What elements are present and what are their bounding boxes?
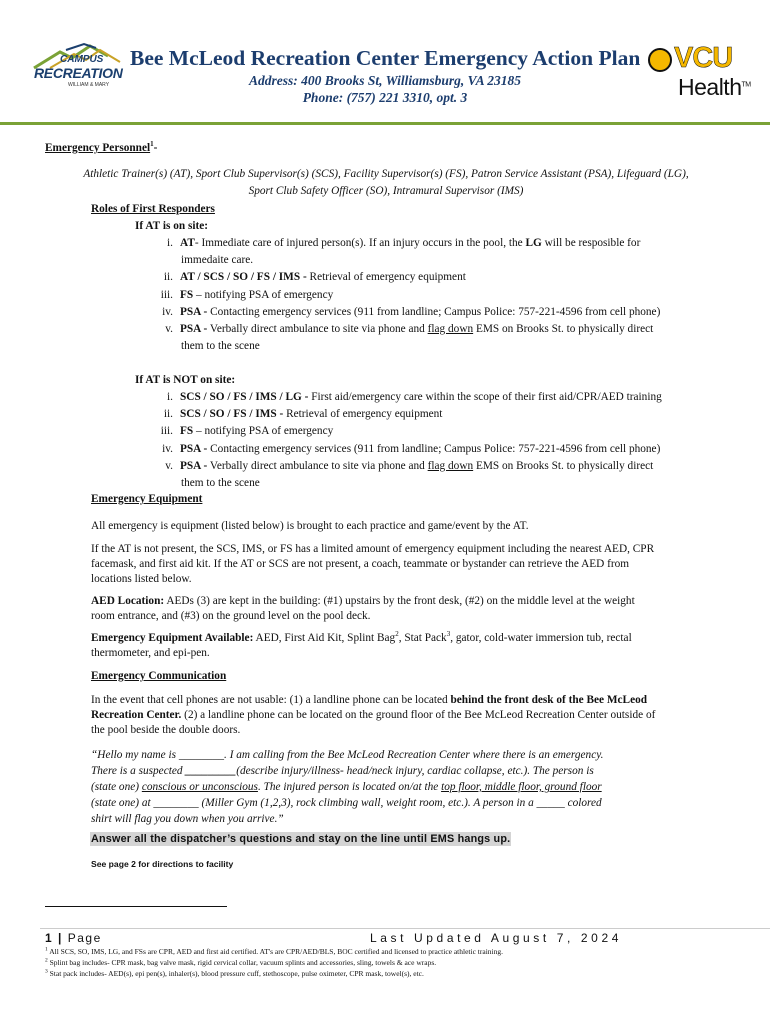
equipment-available-label: Emergency Equipment Available: [91,632,254,644]
communication-bold: behind the front desk of the Bee McLeod [450,694,648,706]
health-word: Health [678,74,742,100]
vcu-seal-icon [648,48,672,72]
item-number: iv. [162,443,173,455]
item-number: v. [165,323,173,335]
aed-text: AEDs (3) are kept in the building: (#1) upstairs by the front desk, (#2) on the middle level at the weight [164,595,635,607]
document-header [0,0,770,130]
item-lead: SCS / SO / FS / IMS / LG - [180,391,309,403]
equipment-available-text: , gator, cold-water immersion tub, rectal [450,632,632,644]
footnote-ref: 3 [446,630,451,639]
footer-divider [40,928,770,929]
call-script-line3 [91,779,602,796]
equipment-heading: Emergency Equipment [91,493,203,505]
equipment-paragraph-1: All emergency is equipment (listed below) is brought to each practice and game/event by the AT. [91,520,529,532]
page-number: 1 | Page [45,931,102,945]
call-script-line2 [91,763,594,780]
item-text: Verbally direct ambulance to site via phone and [207,460,428,472]
item-text: will be resposible for [541,237,641,249]
item-bold: LG [525,237,542,249]
personnel-heading-suffix: - [153,142,158,154]
item-number: iii. [160,425,173,437]
phone-line: Phone: (757) 221 3310, opt. 3 [302,90,468,105]
list-item [141,269,466,286]
logo-recreation-text: RECREATION [34,65,123,81]
item-lead: PSA - [180,323,208,335]
on-site-heading: If AT is on site: [135,220,209,232]
item-text: EMS on Brooks St. to physically direct [473,323,654,335]
list-item [141,423,333,440]
script-text: (describe injury/illness- head/neck injury, cardiac collapse, etc.). The person is [236,765,594,777]
logo-wm-text: WILLIAM & MARY [68,82,110,88]
list-item-continued: immedaite care. [181,254,254,266]
item-text: Retrieval of emergency equipment [306,271,466,283]
item-lead: PSA - [180,460,208,472]
script-blank: _________ [185,765,237,777]
off-site-heading: If AT is NOT on site: [135,374,236,386]
item-lead: PSA - [180,306,208,318]
item-underlined: flag down [427,460,474,472]
equipment-paragraph-2-line3: locations listed below. [91,573,192,585]
item-lead: FS [180,425,194,437]
document-title: Bee McLeod Recreation Center Emergency Action Plan [130,46,641,70]
item-text: Verbally direct ambulance to site via phone and [207,323,428,335]
item-lead: PSA - [180,443,208,455]
roles-heading: Roles of First Responders [91,203,215,215]
communication-bold: Recreation Center. [91,709,182,721]
footnote-1 [45,947,503,957]
item-text: Contacting emergency services (911 from landline; Campus Police: 757-221-4596 from cell phone) [207,443,661,455]
equipment-available-text: AED, First Aid Kit, Splint Bag [253,632,396,644]
item-lead: AT [180,237,195,249]
script-text: There is a suspected [91,765,186,777]
item-number: i. [167,237,173,249]
header-divider [0,122,770,125]
item-number: iii. [160,289,173,301]
equipment-available-line2: thermometer, and epi-pen. [91,647,210,659]
footnote-divider [45,906,227,907]
script-text: (state one) [91,781,142,793]
call-script-line4: (state one) at ________ (Miller Gym (1,2,3), rock climbing wall, weight room, etc.). A person in a _____ colored [91,797,602,809]
footnote-number: 1 [45,946,48,953]
communication-text: In the event that cell phones are not usable: (1) a landline phone can be located [91,694,451,706]
dispatcher-instruction [90,831,511,848]
campus-recreation-logo [30,42,125,94]
list-item [141,321,653,338]
footnote-2 [45,958,436,968]
list-item [141,458,653,475]
item-number: ii. [163,271,173,283]
page-number-value: 1 [45,931,54,945]
page-label: Page [67,931,102,945]
item-number: i. [167,391,173,403]
communication-line3: the pool beside the double doors. [91,724,241,736]
script-text: . The injured person is located on/at the [257,781,442,793]
call-script-line5: shirt will flag you down when you arrive.” [91,813,284,825]
list-item-continued: them to the scene [181,477,260,489]
footnote-ref: 2 [395,630,399,639]
footnote-text: Stat pack includes- AED(s), epi pen(s), inhaler(s), blood pressure cuff, stethoscope, pulse oximeter, CPR mask, towel(s), etc. [47,969,424,978]
script-underlined: top floor, middle floor, ground floor [441,781,602,793]
logo-campus-text: CAMPUS [60,54,104,65]
equipment-available-text: , Stat Pack [398,632,447,644]
footnote-text: All SCS, SO, IMS, LG, and FSs are CPR, AED and first aid certified. AT's are CPR/AED/BLS, BOC certified and licensed to practice athletic training. [47,947,503,956]
item-text: - Immediate care of injured person(s). If an injury occurs in the pool, the [194,237,526,249]
footnote-ref: 1 [150,140,154,149]
personnel-list-line1: Athletic Trainer(s) (AT), Sport Club Supervisor(s) (SCS), Facility Supervisor(s) (FS), Patron Service Assistant (PSA), Lifeguard (LG), [83,168,689,180]
list-item [141,406,442,423]
list-item [141,389,662,406]
see-page-2-note: See page 2 for directions to facility [91,859,234,869]
item-underlined: flag down [427,323,474,335]
item-number: iv. [162,306,173,318]
item-text: Contacting emergency services (911 from landline; Campus Police: 757-221-4596 from cell phone) [207,306,661,318]
footnote-number: 2 [45,957,48,964]
footnote-text: Splint bag includes- CPR mask, bag valve mask, rigid cervical collar, vacuum splints and accessories, sling, towels & ace wraps. [47,958,437,967]
dispatcher-instruction-text: Answer all the dispatcher’s questions and stay on the line until EMS hangs up. [91,833,511,845]
equipment-paragraph-2-line2: facemask, and first aid kit. If the AT or SCS are not present, a coach, teammate or bystander can retrieve the AED from [91,558,630,570]
communication-heading: Emergency Communication [91,670,227,682]
trademark-mark: TM [741,81,751,89]
item-text: – notifying PSA of emergency [193,289,334,301]
personnel-heading-text: Emergency Personnel [45,142,151,154]
personnel-list-line2: Sport Club Safety Officer (SO), Intramural Supervisor (IMS) [248,185,524,197]
aed-location-line2: room entrance, and (#3) on the ground level on the pool deck. [91,610,371,622]
item-lead: FS [180,289,194,301]
address-line: Address: 400 Brooks St, Williamsburg, VA 23185 [248,73,522,88]
communication-text: (2) a landline phone can be located on the ground floor of the Bee McLeod Recreation Center outside of [181,709,656,721]
footnote-number: 3 [45,968,48,975]
list-item [141,287,333,304]
item-lead: SCS / SO / FS / IMS - [180,408,284,420]
list-item [141,304,660,321]
item-text: – notifying PSA of emergency [193,425,334,437]
item-text: First aid/emergency care within the scope of their first aid/CPR/AED training [308,391,662,403]
health-text [678,74,751,101]
item-number: ii. [163,408,173,420]
item-number: v. [165,460,173,472]
call-script-line1: “Hello my name is ________. I am calling from the Bee McLeod Recreation Center where there is an emergency. [91,749,604,761]
footnote-3 [45,969,424,979]
item-text: Retrieval of emergency equipment [283,408,443,420]
aed-label: AED Location: [91,595,165,607]
list-item [141,235,640,252]
item-text: EMS on Brooks St. to physically direct [473,460,654,472]
list-item [141,441,660,458]
last-updated: Last Updated August 7, 2024 [370,931,622,945]
vcu-text: VCU [674,42,733,74]
script-underlined: conscious or unconscious [141,781,258,793]
list-item-continued: them to the scene [181,340,260,352]
vcu-health-logo [648,44,760,104]
personnel-heading [45,140,157,157]
equipment-paragraph-2-line1: If the AT is not present, the SCS, IMS, or FS has a limited amount of emergency equipment including the nearest AED, CPR [91,543,655,555]
item-lead: AT / SCS / SO / FS / IMS - [180,271,307,283]
